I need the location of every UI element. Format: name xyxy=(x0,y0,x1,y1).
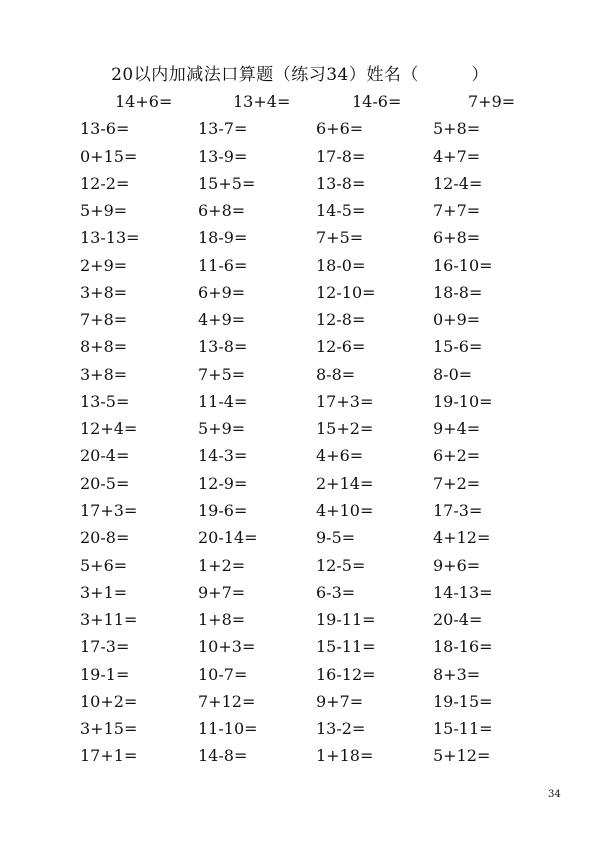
problem-item: 12-8= xyxy=(316,310,366,329)
problem-row xyxy=(0,147,600,174)
problem-item: 12-10= xyxy=(316,283,376,302)
problem-item: 4+9= xyxy=(198,310,246,329)
problem-item: 18-8= xyxy=(433,283,483,302)
problem-item: 17-3= xyxy=(433,501,483,520)
problem-item: 7+12= xyxy=(198,692,256,711)
problem-item: 3+15= xyxy=(80,719,138,738)
problem-item: 3+8= xyxy=(80,365,128,384)
problem-item: 3+1= xyxy=(80,583,128,602)
problem-item: 5+8= xyxy=(433,119,481,138)
problem-item: 7+9= xyxy=(468,92,516,111)
problem-item: 8-0= xyxy=(433,365,473,384)
problem-item: 2+14= xyxy=(316,474,374,493)
problem-row xyxy=(0,419,600,446)
problem-row xyxy=(0,556,600,583)
problem-item: 13-7= xyxy=(198,119,248,138)
problem-item: 3+11= xyxy=(80,610,138,629)
problem-item: 7+5= xyxy=(316,228,364,247)
problem-item: 5+9= xyxy=(198,419,246,438)
problem-item: 7+7= xyxy=(433,201,481,220)
problem-item: 16-12= xyxy=(316,665,376,684)
problem-item: 19-15= xyxy=(433,692,493,711)
problem-item: 3+8= xyxy=(80,283,128,302)
problem-item: 9+4= xyxy=(433,419,481,438)
problem-item: 6+6= xyxy=(316,119,364,138)
problem-item: 10+2= xyxy=(80,692,138,711)
problem-row xyxy=(0,337,600,364)
problem-item: 10-7= xyxy=(198,665,248,684)
problem-row xyxy=(0,610,600,637)
problem-row xyxy=(0,501,600,528)
problem-item: 12-2= xyxy=(80,174,130,193)
problem-item: 13-8= xyxy=(316,174,366,193)
problem-item: 13-5= xyxy=(80,392,130,411)
problem-item: 4+10= xyxy=(316,501,374,520)
problem-item: 0+9= xyxy=(433,310,481,329)
problem-item: 6+8= xyxy=(433,228,481,247)
problem-row xyxy=(0,746,600,773)
problem-item: 13-13= xyxy=(80,228,140,247)
problem-item: 5+12= xyxy=(433,746,491,765)
problem-item: 19-1= xyxy=(80,665,130,684)
problem-row xyxy=(0,92,600,119)
problem-item: 17+1= xyxy=(80,746,138,765)
problem-item: 20-4= xyxy=(80,446,130,465)
problem-item: 12+4= xyxy=(80,419,138,438)
problem-item: 9-5= xyxy=(316,528,356,547)
problem-item: 17+3= xyxy=(316,392,374,411)
problem-item: 4+7= xyxy=(433,147,481,166)
problem-item: 4+12= xyxy=(433,528,491,547)
problem-item: 20-8= xyxy=(80,528,130,547)
problem-item: 19-11= xyxy=(316,610,376,629)
problem-row xyxy=(0,583,600,610)
problem-item: 20-14= xyxy=(198,528,258,547)
problem-row xyxy=(0,719,600,746)
problem-item: 12-5= xyxy=(316,556,366,575)
problem-item: 18-16= xyxy=(433,637,493,656)
problem-item: 8-8= xyxy=(316,365,356,384)
problem-item: 6+9= xyxy=(198,283,246,302)
problem-row xyxy=(0,228,600,255)
problem-item: 18-9= xyxy=(198,228,248,247)
problem-item: 17-3= xyxy=(80,637,130,656)
problem-item: 1+8= xyxy=(198,610,246,629)
problem-item: 14-5= xyxy=(316,201,366,220)
problem-item: 18-0= xyxy=(316,256,366,275)
problem-row xyxy=(0,310,600,337)
problem-item: 12-6= xyxy=(316,337,366,356)
problem-row xyxy=(0,256,600,283)
problem-item: 14+6= xyxy=(115,92,173,111)
problem-item: 4+6= xyxy=(316,446,364,465)
problem-row xyxy=(0,365,600,392)
problem-item: 16-10= xyxy=(433,256,493,275)
problem-item: 20-5= xyxy=(80,474,130,493)
problem-row xyxy=(0,201,600,228)
problem-item: 12-9= xyxy=(198,474,248,493)
problem-item: 13-2= xyxy=(316,719,366,738)
problem-row xyxy=(0,119,600,146)
problem-item: 14-6= xyxy=(352,92,402,111)
problem-item: 14-13= xyxy=(433,583,493,602)
problem-item: 11-6= xyxy=(198,256,248,275)
problem-item: 8+8= xyxy=(80,337,128,356)
problem-item: 11-4= xyxy=(198,392,248,411)
problem-item: 15-11= xyxy=(316,637,376,656)
problem-item: 15+2= xyxy=(316,419,374,438)
problem-item: 6-3= xyxy=(316,583,356,602)
problem-item: 7+5= xyxy=(198,365,246,384)
problem-item: 6+8= xyxy=(198,201,246,220)
problem-item: 5+6= xyxy=(80,556,128,575)
problem-item: 9+6= xyxy=(433,556,481,575)
problem-item: 14-3= xyxy=(198,446,248,465)
problem-item: 19-6= xyxy=(198,501,248,520)
problem-row xyxy=(0,637,600,664)
problem-item: 15+5= xyxy=(198,174,256,193)
problem-item: 11-10= xyxy=(198,719,258,738)
problem-row xyxy=(0,174,600,201)
problem-item: 15-11= xyxy=(433,719,493,738)
problem-item: 0+15= xyxy=(80,147,138,166)
problem-row xyxy=(0,283,600,310)
page-number: 34 xyxy=(548,789,561,800)
problem-item: 17+3= xyxy=(80,501,138,520)
problem-item: 13-6= xyxy=(80,119,130,138)
problem-item: 8+3= xyxy=(433,665,481,684)
problem-row xyxy=(0,392,600,419)
problem-item: 1+2= xyxy=(198,556,246,575)
problem-item: 13-9= xyxy=(198,147,248,166)
problem-row xyxy=(0,474,600,501)
problem-item: 13+4= xyxy=(233,92,291,111)
problem-item: 19-10= xyxy=(433,392,493,411)
problem-item: 15-6= xyxy=(433,337,483,356)
worksheet-title: 20以内加减法口算题（练习34）姓名（ ） xyxy=(111,65,489,85)
problem-item: 6+2= xyxy=(433,446,481,465)
problem-item: 5+9= xyxy=(80,201,128,220)
problem-item: 12-4= xyxy=(433,174,483,193)
problem-row xyxy=(0,692,600,719)
problem-item: 20-4= xyxy=(433,610,483,629)
problem-item: 7+8= xyxy=(80,310,128,329)
problem-item: 10+3= xyxy=(198,637,256,656)
problem-item: 13-8= xyxy=(198,337,248,356)
problem-row xyxy=(0,528,600,555)
problem-item: 14-8= xyxy=(198,746,248,765)
problem-item: 9+7= xyxy=(316,692,364,711)
problem-item: 1+18= xyxy=(316,746,374,765)
problem-row xyxy=(0,446,600,473)
problem-item: 2+9= xyxy=(80,256,128,275)
problem-item: 7+2= xyxy=(433,474,481,493)
problem-item: 9+7= xyxy=(198,583,246,602)
problem-row xyxy=(0,665,600,692)
problem-item: 17-8= xyxy=(316,147,366,166)
